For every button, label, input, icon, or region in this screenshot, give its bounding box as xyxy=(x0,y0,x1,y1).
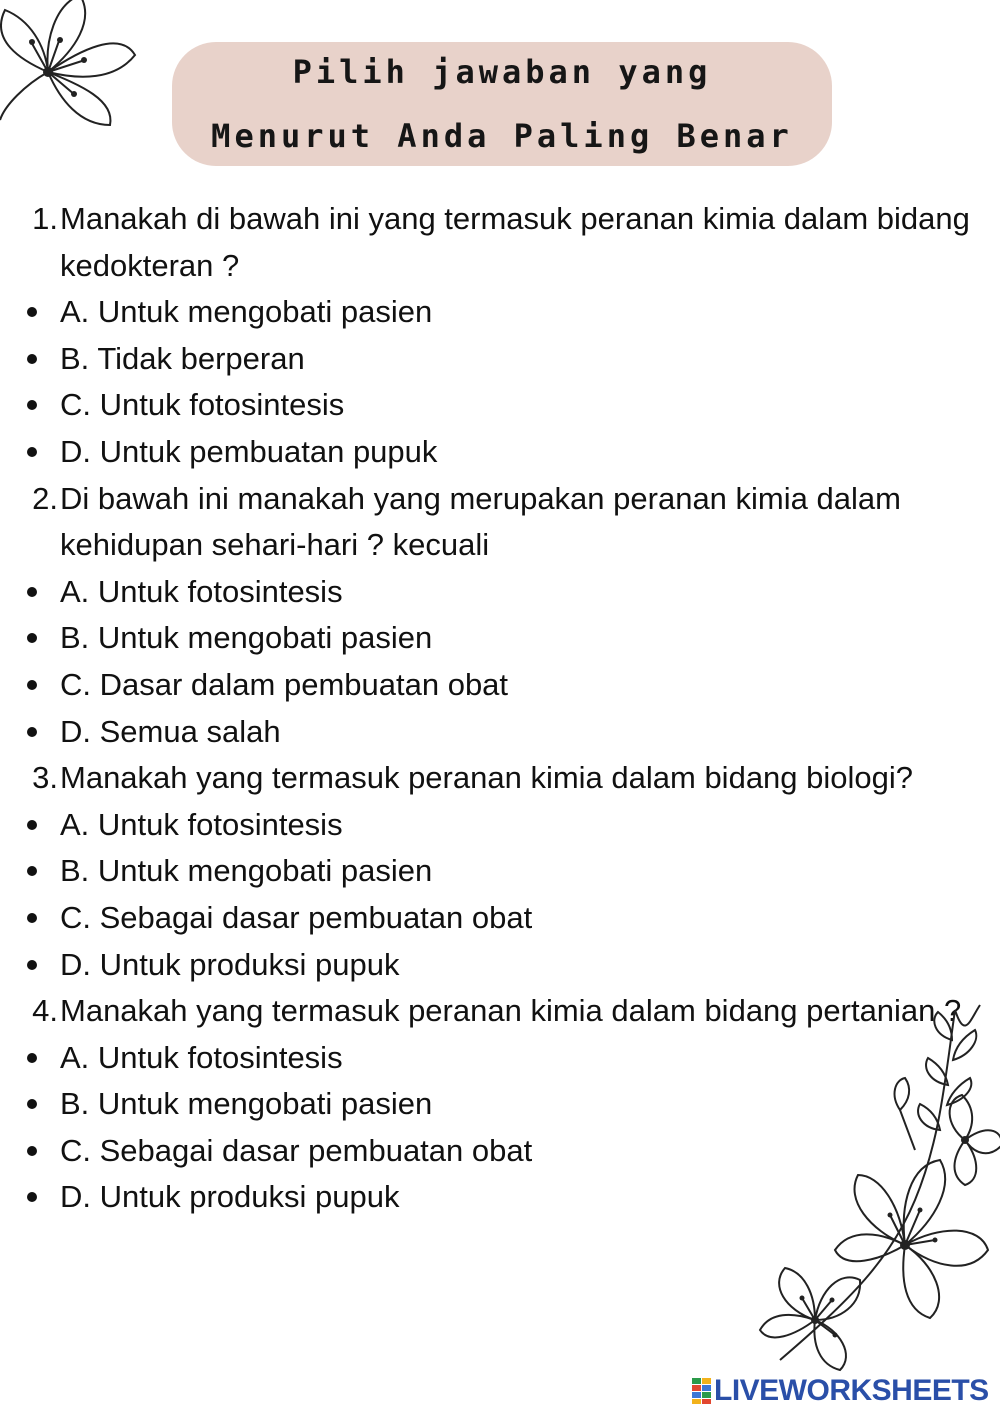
bullet-icon xyxy=(22,615,58,662)
bullet-icon xyxy=(22,1081,58,1128)
bullet-icon xyxy=(22,382,58,429)
question-2 xyxy=(22,476,992,569)
option-text: C. Untuk fotosintesis xyxy=(60,387,345,423)
option-text: D. Untuk produksi pupuk xyxy=(60,946,400,982)
bullet-icon xyxy=(22,569,58,616)
option-text: D. Semua salah xyxy=(60,713,281,749)
option-text: B. Untuk mengobati pasien xyxy=(60,853,433,889)
question-number: 4. xyxy=(32,993,58,1029)
option-text: A. Untuk fotosintesis xyxy=(60,1039,343,1075)
bullet-icon xyxy=(22,336,58,383)
option-3a xyxy=(22,802,992,849)
bullet-icon xyxy=(22,895,58,942)
option-text: B. Tidak berperan xyxy=(60,340,305,376)
question-text: Manakah di bawah ini yang termasuk peranan kimia dalam bidang kedokteran ? xyxy=(60,201,970,283)
bullet-icon xyxy=(22,802,58,849)
bullet-icon xyxy=(22,1174,58,1221)
option-text: C. Sebagai dasar pembuatan obat xyxy=(60,1132,533,1168)
title-line-1: Pilih jawaban yang xyxy=(292,53,712,91)
floral-branch-icon xyxy=(740,1000,1000,1380)
liveworksheets-watermark xyxy=(692,1374,989,1408)
option-text: C. Sebagai dasar pembuatan obat xyxy=(60,899,533,935)
question-text: Di bawah ini manakah yang merupakan peranan kimia dalam kehidupan sehari-hari ? kecuali xyxy=(60,480,901,563)
option-1c xyxy=(22,382,992,429)
watermark-text: LIVEWORKSHEETS xyxy=(714,1374,989,1407)
question-number: 2. xyxy=(32,480,58,516)
option-2d xyxy=(22,709,992,756)
bullet-icon xyxy=(22,662,58,709)
option-2a xyxy=(22,569,992,616)
question-1 xyxy=(22,196,992,289)
option-text: D. Untuk pembuatan pupuk xyxy=(60,433,438,469)
option-text: A. Untuk fotosintesis xyxy=(60,806,343,842)
option-2b xyxy=(22,615,992,662)
option-1d xyxy=(22,429,992,476)
option-1b xyxy=(22,336,992,383)
option-text: D. Untuk produksi pupuk xyxy=(60,1179,400,1215)
bullet-icon xyxy=(22,848,58,895)
bullet-icon xyxy=(22,942,58,989)
question-text: Manakah yang termasuk peranan kimia dalam bidang pertanian ? xyxy=(60,993,962,1029)
bullet-icon xyxy=(22,1128,58,1175)
question-3 xyxy=(22,755,992,802)
option-text: A. Untuk fotosintesis xyxy=(60,573,343,609)
option-3c xyxy=(22,895,992,942)
option-3b xyxy=(22,848,992,895)
question-number: 1. xyxy=(32,201,58,236)
question-number: 3. xyxy=(32,760,58,796)
title-line-2: Menurut Anda Paling Benar xyxy=(211,117,793,155)
liveworksheets-logo-icon xyxy=(692,1378,712,1404)
bullet-icon xyxy=(22,429,58,476)
option-text: B. Untuk mengobati pasien xyxy=(60,620,433,656)
title-banner xyxy=(172,42,832,166)
bullet-icon xyxy=(22,289,58,336)
bullet-icon xyxy=(22,709,58,756)
option-2c xyxy=(22,662,992,709)
bullet-icon xyxy=(22,1035,58,1082)
option-text: B. Untuk mengobati pasien xyxy=(60,1086,433,1122)
flower-icon xyxy=(0,0,150,130)
option-text: C. Dasar dalam pembuatan obat xyxy=(60,666,509,702)
question-text: Manakah yang termasuk peranan kimia dalam bidang biologi? xyxy=(60,760,914,796)
option-3d xyxy=(22,942,992,989)
option-text: A. Untuk mengobati pasien xyxy=(60,294,433,330)
option-1a xyxy=(22,289,992,336)
